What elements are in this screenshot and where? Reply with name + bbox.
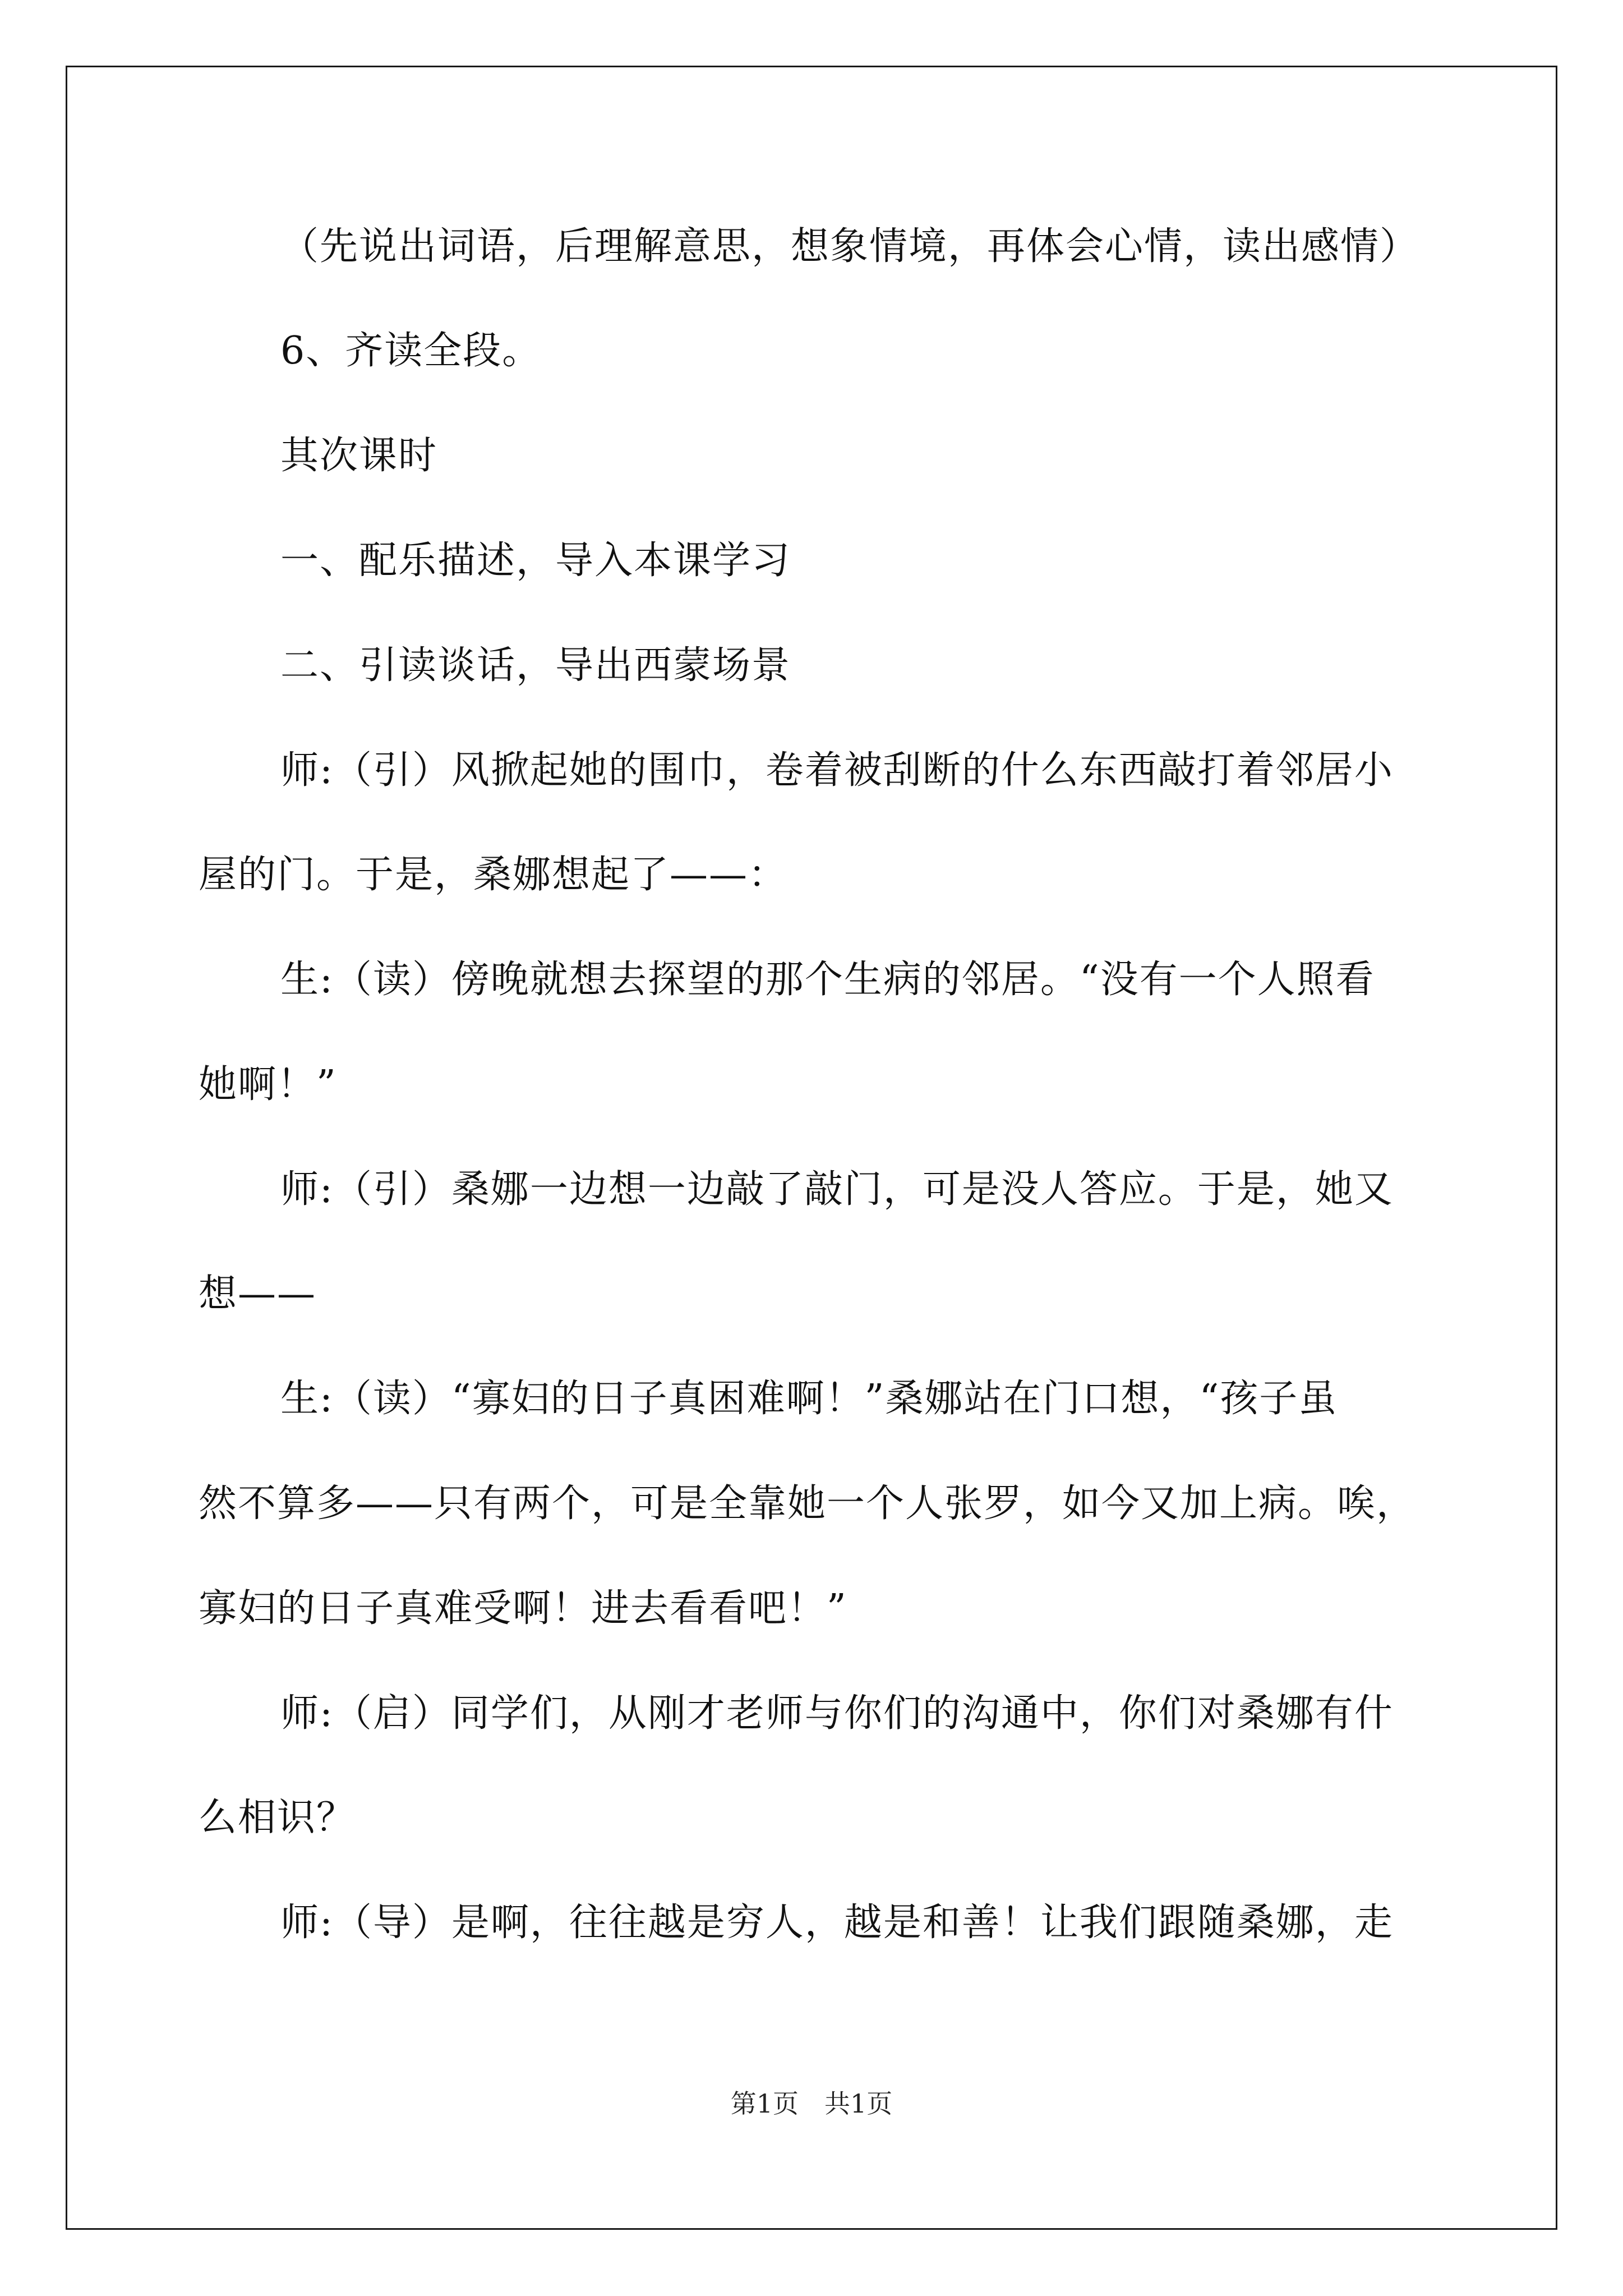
text-line: 生:（读）傍晚就想去探望的那个生病的邻居。“没有一个人照看 — [280, 958, 1375, 1002]
text-line: 师:（导）是啊，往往越是穷人，越是和善！让我们跟随桑娜，走 — [280, 1901, 1394, 1945]
text-line: 生:（读）“寡妇的日子真困难啊！”桑娜站在门口想，“孩子虽 — [280, 1377, 1338, 1421]
text-line: 寡妇的日子真难受啊！进去看看吧！” — [199, 1586, 847, 1631]
text-line: 其次课时 — [280, 434, 438, 478]
text-line: 一、配乐描述，导入本课学习 — [280, 539, 791, 583]
text-line: 想—— — [199, 1272, 317, 1316]
text-line: 6、齐读全段。 — [280, 329, 542, 373]
text-line: 她啊！” — [199, 1062, 337, 1107]
text-line: （先说出词语，后理解意思，想象情境，再体会心情，读出感情） — [280, 224, 1419, 269]
text-line: 师:（引）桑娜一边想一边敲了敲门，可是没人答应。于是，她又 — [280, 1167, 1394, 1212]
text-line: 师:（引）风掀起她的围巾，卷着被刮断的什么东西敲打着邻居小 — [280, 748, 1394, 793]
text-line: 师:（启）同学们，从刚才老师与你们的沟通中，你们对桑娜有什 — [280, 1691, 1394, 1736]
text-line: 然不算多——只有两个，可是全靠她一个人张罗，如今又加上病。唉， — [199, 1481, 1416, 1526]
page-footer: 第1页 共1页 — [730, 2088, 893, 2119]
text-line: 屋的门。于是，桑娜想起了——： — [199, 853, 788, 897]
text-line: 么相识？ — [199, 1796, 356, 1840]
text-line: 二、引读谈话，导出西蒙场景 — [280, 643, 791, 688]
